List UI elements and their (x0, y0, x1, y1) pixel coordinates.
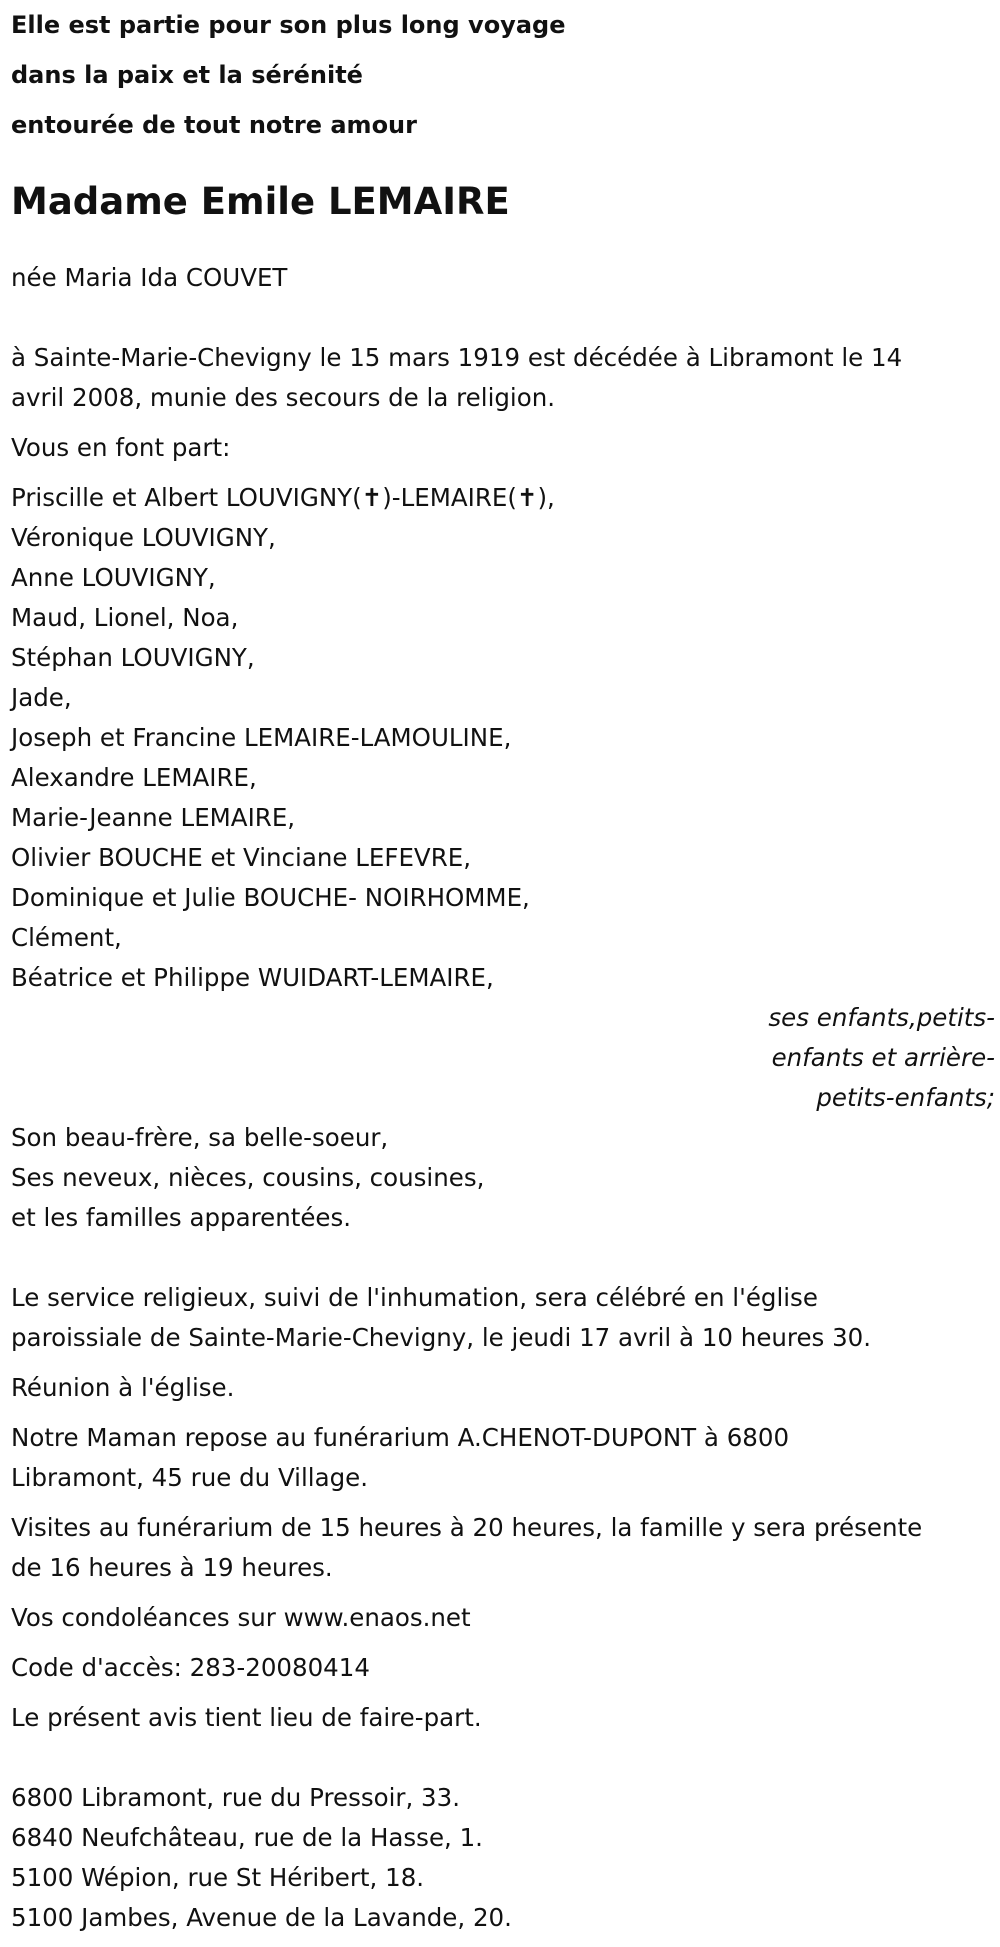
paragraph-line: Le service religieux, suivi de l'inhumation, sera célébré en l'église (11, 1283, 818, 1312)
meeting-paragraph (11, 1368, 995, 1408)
relative-line: Son beau-frère, sa belle-soeur, (11, 1123, 389, 1152)
condolences-paragraph (11, 1598, 995, 1638)
family-member: Priscille et Albert LOUVIGNY(✝)-LEMAIRE(✝), (11, 483, 555, 512)
announcers-intro: Vous en font part: (11, 433, 231, 462)
relative-line: et les familles apparentées. (11, 1203, 352, 1232)
birth-death-line: avril 2008, munie des secours de la religion. (11, 383, 556, 412)
family-member: Anne LOUVIGNY, (11, 563, 216, 592)
relation-line: enfants et arrière- (771, 1043, 995, 1072)
family-member: Clément, (11, 923, 122, 952)
epitaph-line: dans la paix et la sérénité (11, 61, 363, 89)
paragraph-line: Code d'accès: 283-20080414 (11, 1653, 370, 1682)
paragraph-line: Visites au funérarium de 15 heures à 20 heures, la famille y sera présente (11, 1513, 923, 1542)
access-code-paragraph (11, 1648, 995, 1688)
family-member: Dominique et Julie BOUCHE- NOIRHOMME, (11, 883, 530, 912)
paragraph-line: Vos condoléances sur www.enaos.net (11, 1603, 471, 1632)
paragraph-line: Notre Maman repose au funérarium A.CHENOT-DUPONT à 6800 (11, 1423, 790, 1452)
family-member: Véronique LOUVIGNY, (11, 523, 276, 552)
funeral-details (11, 1278, 995, 1738)
visits-paragraph (11, 1508, 995, 1588)
paragraph-line: Le présent avis tient lieu de faire-part. (11, 1703, 482, 1732)
service-paragraph (11, 1278, 995, 1358)
funeral-home-paragraph (11, 1418, 995, 1498)
birth-death-info (11, 338, 995, 418)
relation-line: ses enfants,petits- (768, 1003, 995, 1032)
address-line: 5100 Jambes, Avenue de la Lavande, 20. (11, 1903, 512, 1932)
epitaph-line: entourée de tout notre amour (11, 111, 417, 139)
family-member: Joseph et Francine LEMAIRE-LAMOULINE, (11, 723, 512, 752)
birth-death-line: à Sainte-Marie-Chevigny le 15 mars 1919 est décédée à Libramont le 14 (11, 343, 903, 372)
family-member: Maud, Lionel, Noa, (11, 603, 239, 632)
address-line: 5100 Wépion, rue St Héribert, 18. (11, 1863, 425, 1892)
family-member: Stéphan LOUVIGNY, (11, 643, 255, 672)
family-member: Marie-Jeanne LEMAIRE, (11, 803, 296, 832)
paragraph-line: paroissiale de Sainte-Marie-Chevigny, le jeudi 17 avril à 10 heures 30. (11, 1323, 872, 1352)
paragraph-line: Réunion à l'église. (11, 1373, 235, 1402)
family-list (11, 478, 995, 998)
family-member: Alexandre LEMAIRE, (11, 763, 257, 792)
epitaph (11, 0, 995, 150)
relative-line: Ses neveux, nièces, cousins, cousines, (11, 1163, 485, 1192)
other-relatives (11, 1118, 995, 1238)
family-member: Béatrice et Philippe WUIDART-LEMAIRE, (11, 963, 494, 992)
family-relation (11, 998, 995, 1118)
notice-paragraph (11, 1698, 995, 1738)
family-member: Jade, (11, 683, 72, 712)
address-line: 6840 Neufchâteau, rue de la Hasse, 1. (11, 1823, 483, 1852)
relation-line: petits-enfants; (816, 1083, 995, 1112)
epitaph-line: Elle est partie pour son plus long voyage (11, 11, 566, 39)
family-member: Olivier BOUCHE et Vinciane LEFEVRE, (11, 843, 471, 872)
addresses (11, 1778, 995, 1938)
death-notice (11, 0, 995, 1938)
paragraph-line: de 16 heures à 19 heures. (11, 1553, 333, 1582)
deceased-name: Madame Emile LEMAIRE (11, 180, 510, 223)
maiden-name: née Maria Ida COUVET (11, 263, 288, 292)
paragraph-line: Libramont, 45 rue du Village. (11, 1463, 369, 1492)
address-line: 6800 Libramont, rue du Pressoir, 33. (11, 1783, 461, 1812)
